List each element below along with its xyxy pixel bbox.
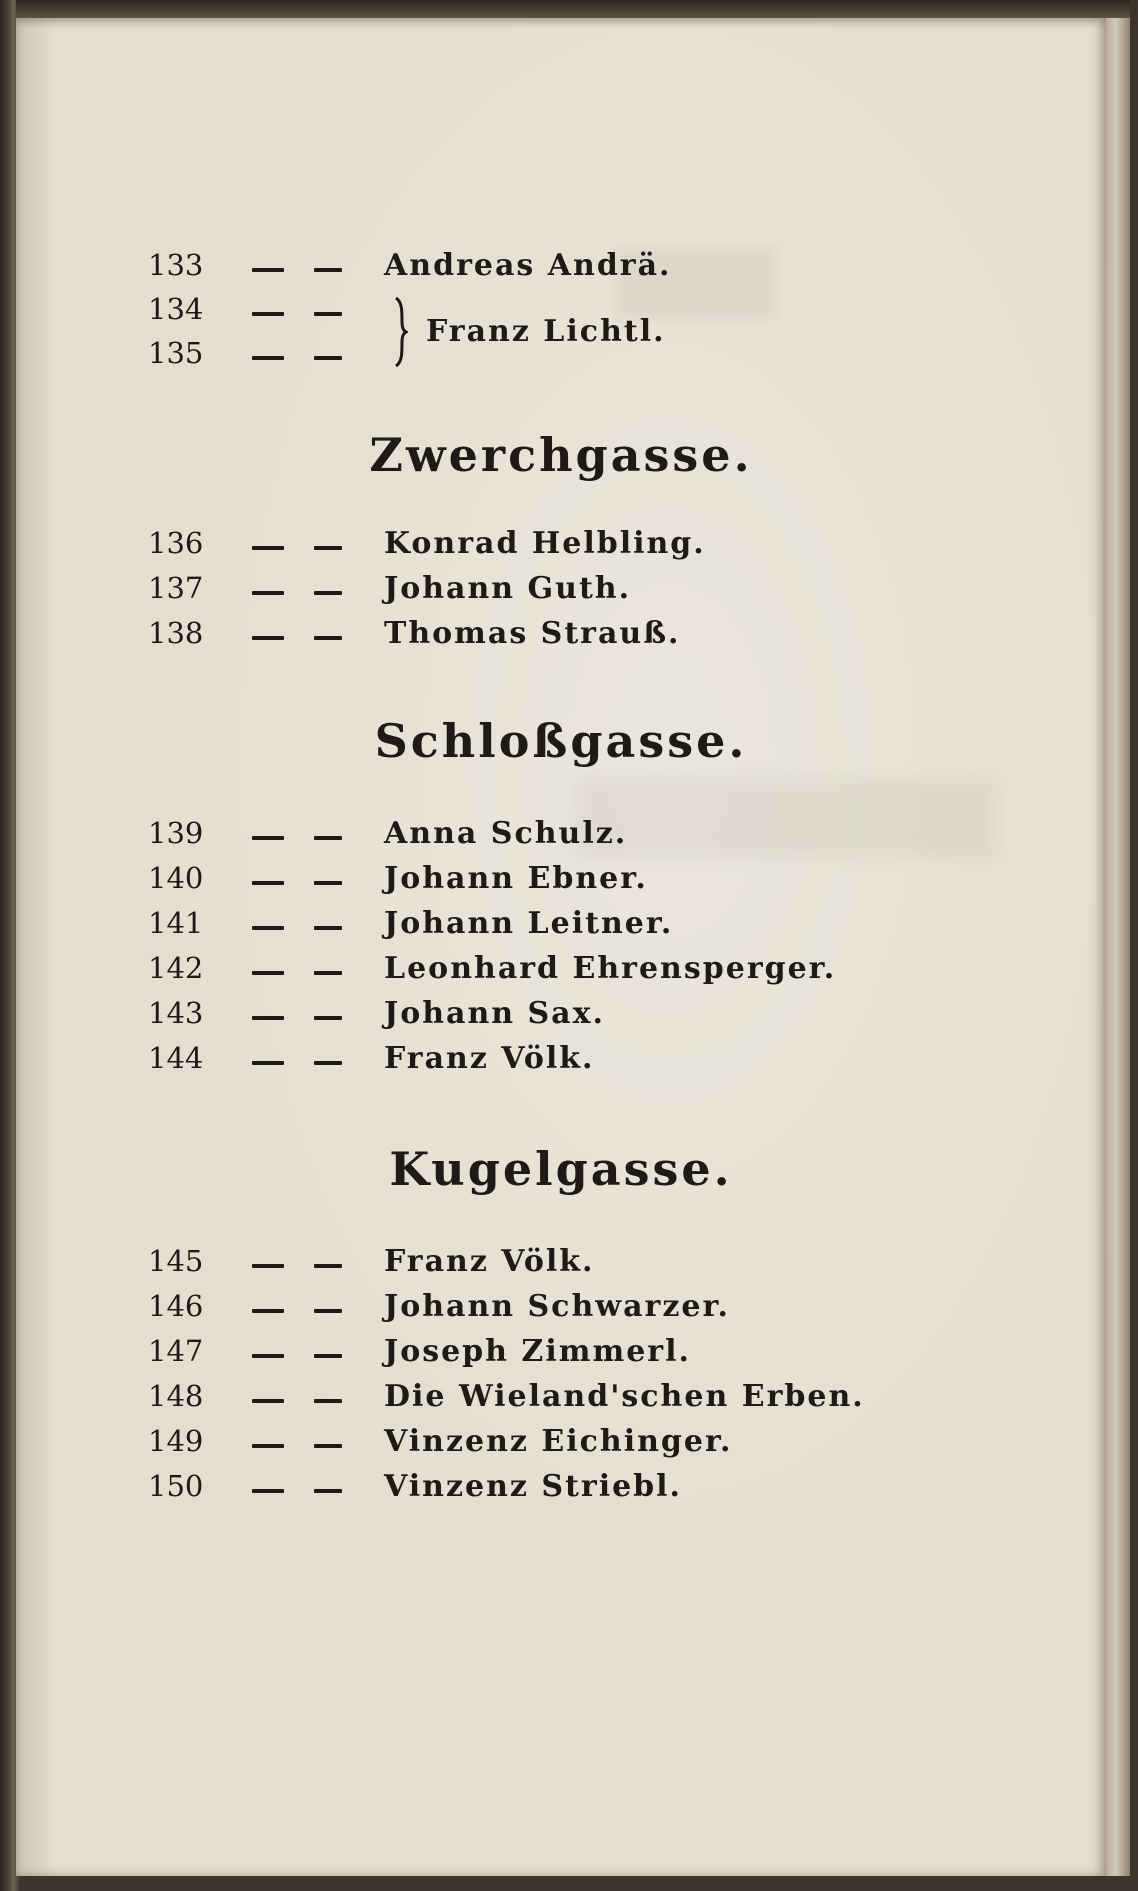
dash-separator bbox=[314, 1016, 342, 1020]
dash-separator bbox=[314, 268, 342, 272]
list-item bbox=[16, 1379, 1106, 1419]
owner-name: Andreas Andrä. bbox=[384, 248, 672, 283]
dash-separator bbox=[252, 356, 284, 360]
document-page bbox=[16, 18, 1106, 1876]
list-item bbox=[16, 1469, 1106, 1509]
page-top-edge bbox=[16, 0, 1130, 18]
house-number: 147 bbox=[148, 1334, 204, 1368]
dash-separator bbox=[252, 546, 284, 550]
owner-name: Vinzenz Striebl. bbox=[384, 1469, 683, 1504]
house-number: 146 bbox=[148, 1289, 204, 1323]
owner-name: Konrad Helbling. bbox=[384, 526, 706, 561]
house-number: 135 bbox=[148, 336, 204, 370]
dash-separator bbox=[314, 1489, 342, 1493]
list-item bbox=[16, 861, 1106, 901]
list-item bbox=[16, 816, 1106, 856]
owner-name: Joseph Zimmerl. bbox=[384, 1334, 691, 1369]
list-item bbox=[16, 616, 1106, 656]
dash-separator bbox=[252, 1264, 284, 1268]
dash-separator bbox=[314, 1309, 342, 1313]
dash-separator bbox=[314, 356, 342, 360]
owner-name: Johann Guth. bbox=[384, 571, 632, 606]
dash-separator bbox=[314, 591, 342, 595]
dash-separator bbox=[314, 636, 342, 640]
dash-separator bbox=[252, 268, 284, 272]
owner-name: Thomas Strauß. bbox=[384, 616, 681, 651]
dash-separator bbox=[314, 926, 342, 930]
house-number: 150 bbox=[148, 1469, 204, 1503]
owner-name: Johann Leitner. bbox=[384, 906, 674, 941]
house-number: 137 bbox=[148, 571, 204, 605]
house-number: 144 bbox=[148, 1041, 204, 1075]
house-number: 138 bbox=[148, 616, 204, 650]
page-right-edge bbox=[1106, 18, 1130, 1876]
list-item bbox=[16, 1334, 1106, 1374]
section-heading: Zwerchgasse. bbox=[369, 428, 753, 482]
house-number: 142 bbox=[148, 951, 204, 985]
section-heading: Schloßgasse. bbox=[374, 714, 748, 768]
house-number: 149 bbox=[148, 1424, 204, 1458]
house-number: 145 bbox=[148, 1244, 204, 1278]
dash-separator bbox=[314, 1061, 342, 1065]
dash-separator bbox=[252, 1399, 284, 1403]
house-number: 134 bbox=[148, 292, 204, 326]
dash-separator bbox=[252, 971, 284, 975]
dash-separator bbox=[314, 1444, 342, 1448]
list-item bbox=[16, 1424, 1106, 1464]
dash-separator bbox=[314, 881, 342, 885]
house-number: 143 bbox=[148, 996, 204, 1030]
dash-separator bbox=[252, 1489, 284, 1493]
owner-name: Franz Völk. bbox=[384, 1244, 595, 1279]
owner-name: Johann Sax. bbox=[384, 996, 605, 1031]
owner-name: Anna Schulz. bbox=[384, 816, 628, 851]
house-number: 133 bbox=[148, 248, 204, 282]
dash-separator bbox=[314, 1399, 342, 1403]
house-number: 141 bbox=[148, 906, 204, 940]
house-number: 140 bbox=[148, 861, 204, 895]
list-item bbox=[16, 1289, 1106, 1329]
owner-name: Franz Völk. bbox=[384, 1041, 595, 1076]
list-item bbox=[16, 1041, 1106, 1081]
dash-separator bbox=[314, 1354, 342, 1358]
list-item bbox=[16, 248, 1106, 288]
dash-separator bbox=[314, 1264, 342, 1268]
dash-separator bbox=[314, 836, 342, 840]
grouped-entry bbox=[58, 314, 1138, 354]
dash-separator bbox=[252, 836, 284, 840]
dash-separator bbox=[252, 1354, 284, 1358]
dash-separator bbox=[252, 926, 284, 930]
dash-separator bbox=[314, 546, 342, 550]
owner-name: Johann Ebner. bbox=[384, 861, 648, 896]
list-item bbox=[16, 571, 1106, 611]
dash-separator bbox=[252, 1444, 284, 1448]
section-heading: Kugelgasse. bbox=[389, 1142, 733, 1196]
list-item bbox=[16, 906, 1106, 946]
dash-separator bbox=[252, 1061, 284, 1065]
owner-name: Franz Lichtl. bbox=[426, 314, 666, 349]
dash-separator bbox=[252, 1016, 284, 1020]
list-item bbox=[16, 526, 1106, 566]
owner-name: Johann Schwarzer. bbox=[384, 1289, 730, 1324]
house-number: 148 bbox=[148, 1379, 204, 1413]
dash-separator bbox=[252, 591, 284, 595]
owner-name: Die Wieland'schen Erben. bbox=[384, 1379, 865, 1414]
dash-separator bbox=[252, 1309, 284, 1313]
list-item bbox=[16, 951, 1106, 991]
list-item bbox=[16, 996, 1106, 1036]
house-number: 139 bbox=[148, 816, 204, 850]
dash-separator bbox=[252, 636, 284, 640]
owner-name: Leonhard Ehrensperger. bbox=[384, 951, 837, 986]
dash-separator bbox=[314, 971, 342, 975]
dash-separator bbox=[252, 881, 284, 885]
house-number: 136 bbox=[148, 526, 204, 560]
owner-name: Vinzenz Eichinger. bbox=[384, 1424, 733, 1459]
list-item bbox=[16, 1244, 1106, 1284]
